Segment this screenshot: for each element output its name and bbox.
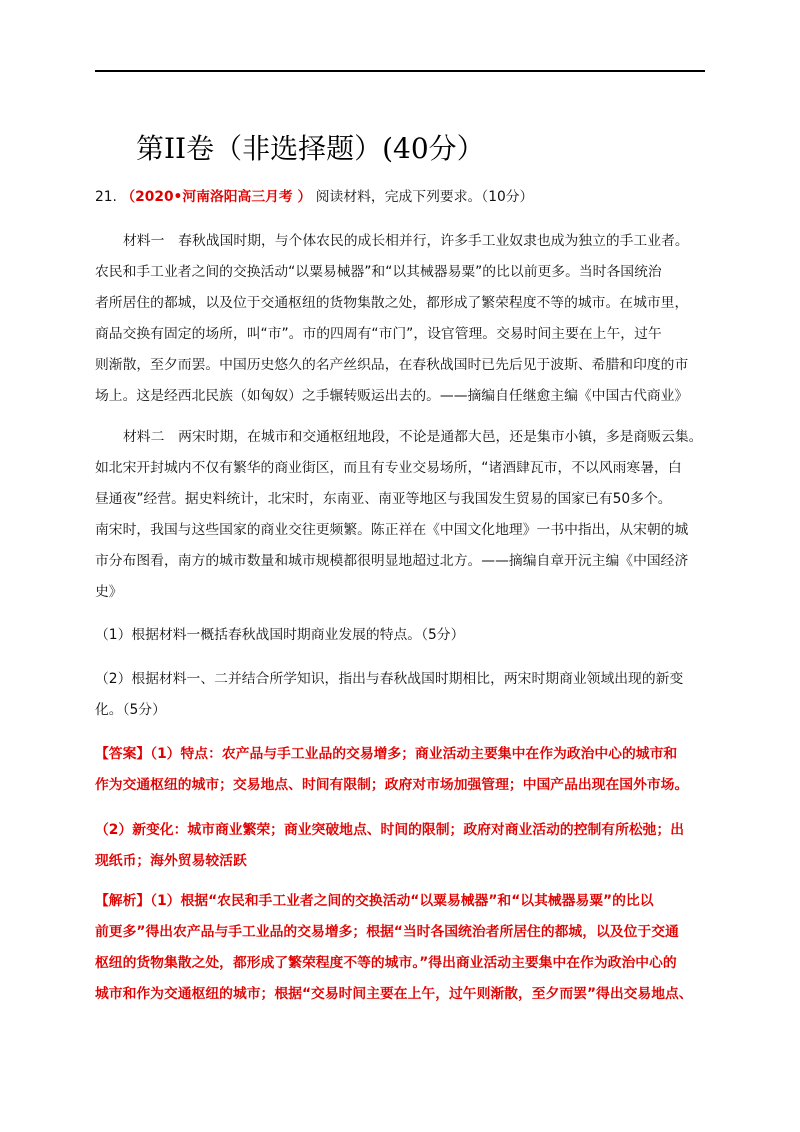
material-one-line: 场上。这是经西北民族（如匈奴）之手辗转贩运出去的。——摘编自任继愈主编《中国古代商业》 xyxy=(95,388,689,404)
material-one-line: 材料一 春秋战国时期，与个体农民的成长相并行，许多手工业奴隶也成为独立的手工业者。 xyxy=(123,233,689,249)
question-source: （2020•河南洛阳高三月考 ） xyxy=(121,189,312,205)
header-rule xyxy=(95,70,705,72)
material-one xyxy=(95,226,711,412)
answer-line: 作为交通枢纽的城市；交易地点、时间有限制；政府对市场加强管理；中国产品出现在国外市场。 xyxy=(95,777,689,793)
sub-question-1 xyxy=(95,620,711,651)
question-number: 21. xyxy=(95,189,117,205)
question-prompt: 阅读材料，完成下列要求。（10分） xyxy=(315,189,534,205)
question-header xyxy=(95,182,533,213)
material-one-line: 农民和手工业者之间的交换活动“以粟易械器”和“以其械器易粟”的比以前更多。当时各国统治 xyxy=(95,264,662,280)
analysis-line: 城市和作为交通枢纽的城市；根据“交易时间主要在上午，过午则渐散，至夕而罢”得出交易地点、 xyxy=(95,986,693,1002)
sub-question-2-line: 化。（5分） xyxy=(95,702,166,718)
analysis-line: 前更多”得出农产品与手工业品的交易增多；根据“当时各国统治者所居住的都城，以及位于交通 xyxy=(95,924,679,940)
answer-line: 【答案】（1）特点：农产品与手工业品的交易增多；商业活动主要集中在作为政治中心的城市和 xyxy=(95,746,678,762)
material-one-line: 者所居住的都城，以及位于交通枢纽的货物集散之处，都形成了繁荣程度不等的城市。在城市里， xyxy=(95,295,689,311)
material-one-line: 则渐散，至夕而罢。中国历史悠久的名产丝织品，在春秋战国时已先后见于波斯、希腊和印度的市 xyxy=(95,357,689,373)
sub-question-2 xyxy=(95,664,711,726)
sub-question-1-text: （1）根据材料一概括春秋战国时期商业发展的特点。（5分） xyxy=(95,627,465,643)
material-two-line: 史》 xyxy=(95,584,123,600)
section-title: 第II卷（非选择题）(40分） xyxy=(136,132,485,165)
material-two-line: 如北宋开封城内不仅有繁华的商业街区，而且有专业交易场所，“诸酒肆瓦市，不以风雨寒暑，白 xyxy=(95,460,682,476)
material-two xyxy=(95,422,711,608)
sub-question-2-line: （2）根据材料一、二并结合所学知识，指出与春秋战国时期相比，两宋时期商业领域出现的新变 xyxy=(95,671,684,687)
material-one-line: 商品交换有固定的场所，叫“市”。市的四周有“市门”，设官管理。交易时间主要在上午，过午 xyxy=(95,326,662,342)
analysis-line: 【解析】（1）根据“农民和手工业者之间的交换活动“以粟易械器”和“以其械器易粟”的比以 xyxy=(95,893,654,909)
material-two-line: 昼通夜”经营。据史料统计，北宋时，东南亚、南亚等地区与我国发生贸易的国家已有50多个。 xyxy=(95,491,672,507)
material-two-line: 材料二 两宋时期，在城市和交通枢纽地段，不论是通都大邑，还是集市小镇，多是商贩云集。 xyxy=(123,429,703,445)
material-two-line: 南宋时，我国与这些国家的商业交往更频繁。陈正祥在《中国文化地理》一书中指出，从宋朝的城 xyxy=(95,522,689,538)
analysis-block xyxy=(95,886,711,1010)
answer-block-2 xyxy=(95,815,711,877)
answer-block xyxy=(95,739,711,801)
answer-2-line: （2）新变化：城市商业繁荣；商业突破地点、时间的限制；政府对商业活动的控制有所松弛；出 xyxy=(95,822,685,838)
analysis-line: 枢纽的货物集散之处，都形成了繁荣程度不等的城市。”得出商业活动主要集中在作为政治中心的 xyxy=(95,955,677,971)
material-two-line: 市分布图看，南方的城市数量和城市规模都很明显地超过北方。——摘编自章开沅主编《中国经济 xyxy=(95,553,689,569)
answer-2-line: 现纸币；海外贸易较活跃 xyxy=(95,853,247,869)
